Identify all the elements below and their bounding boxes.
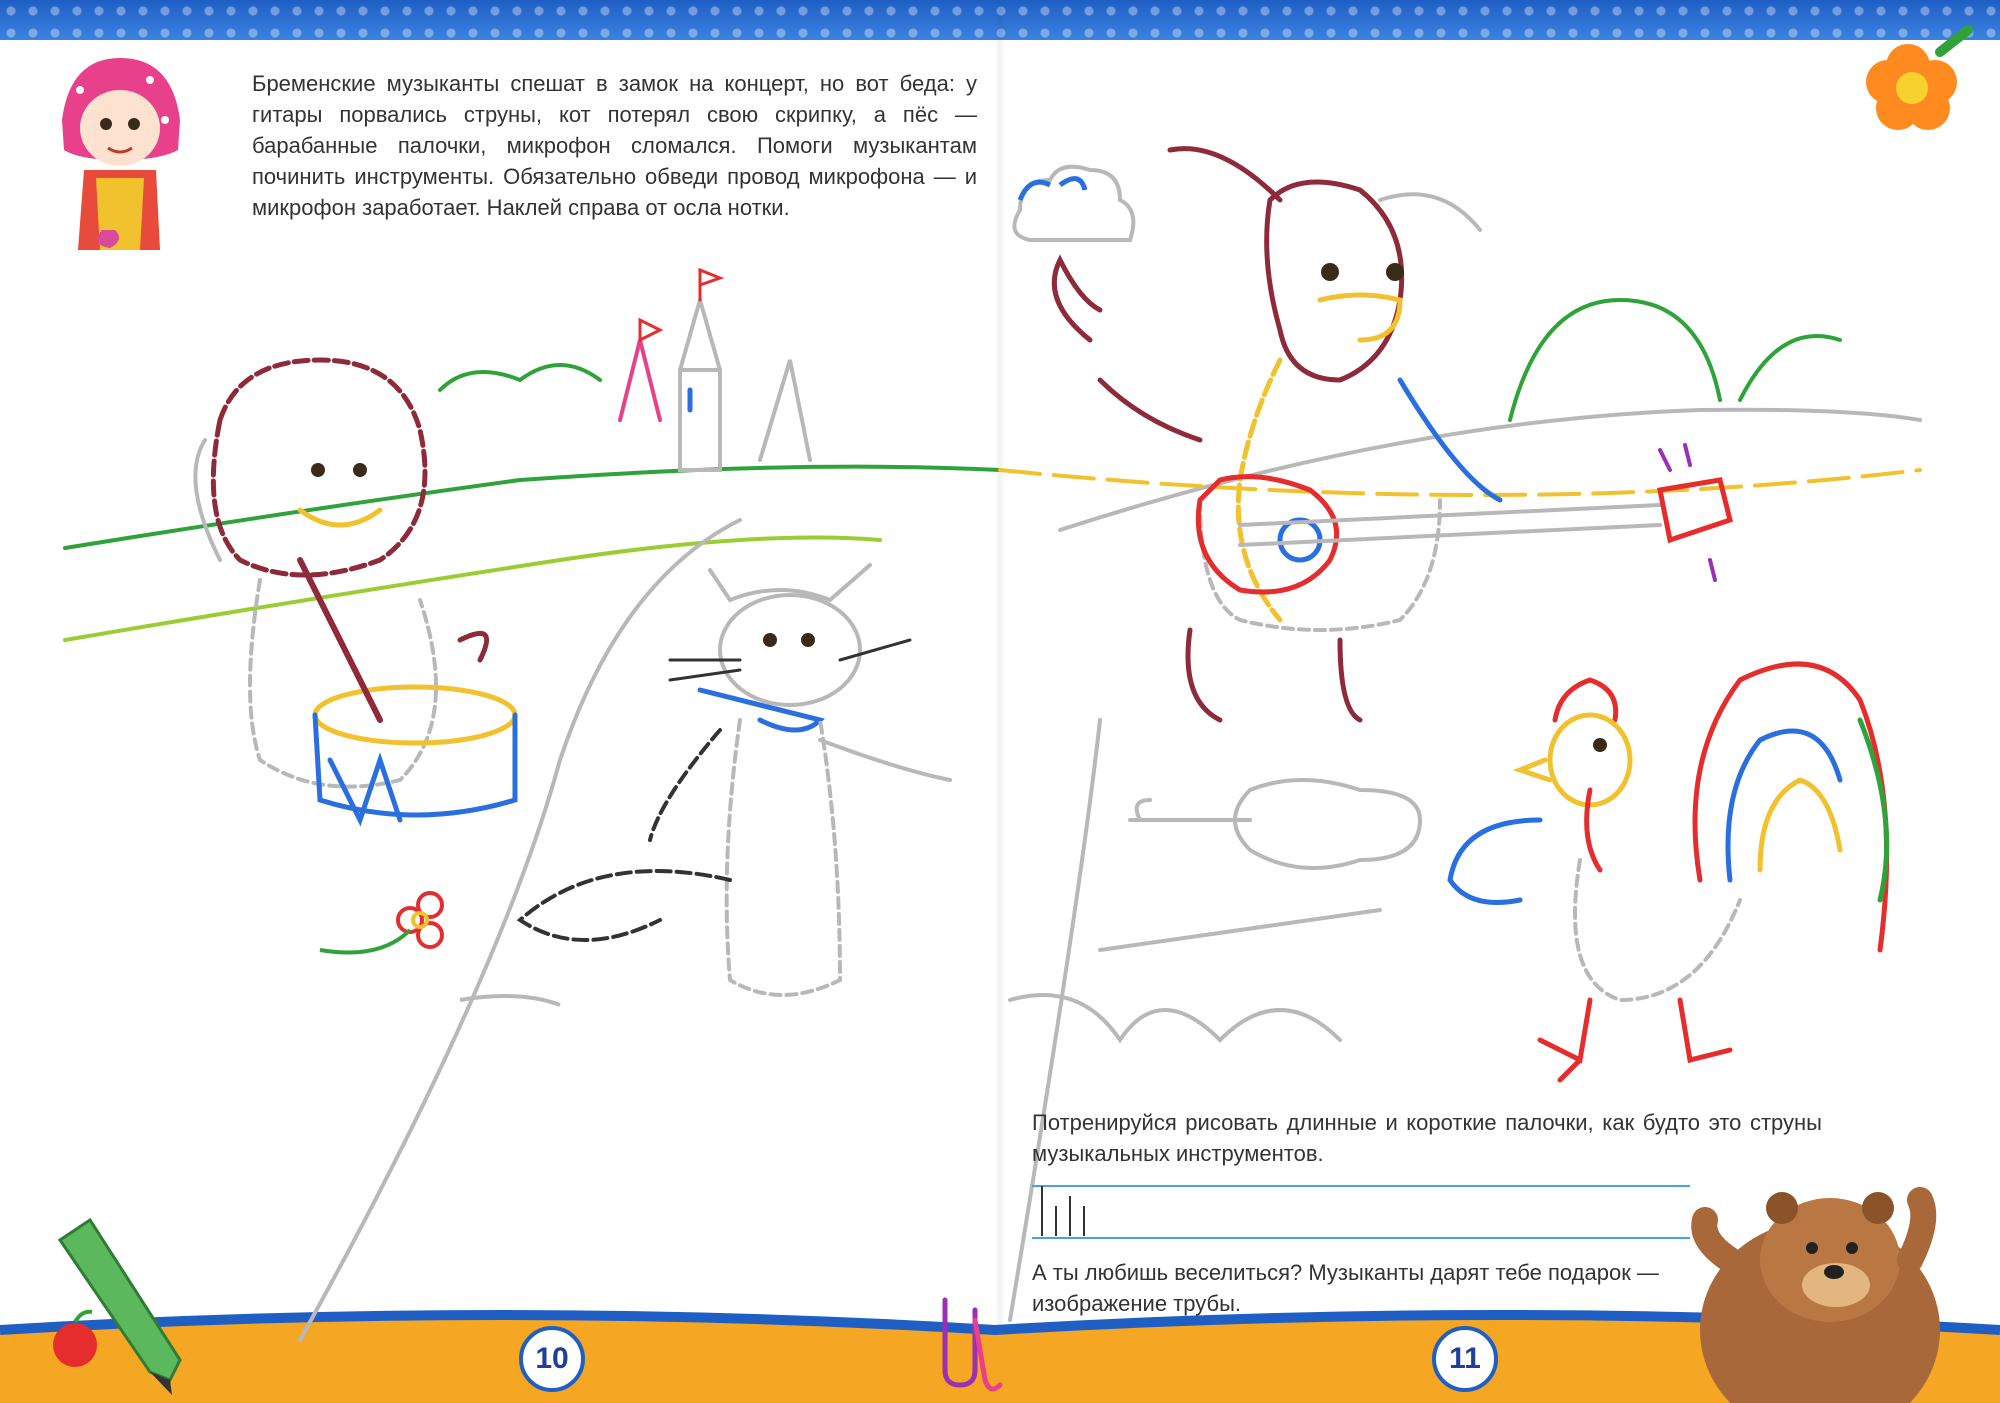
landscape [65,300,1920,1340]
gift-paragraph: А ты любишь веселиться? Музыканты дарят тебе подарок — изображение трубы. [1032,1260,1659,1316]
masha-icon [62,58,180,250]
flower-sticker-icon [1866,30,1968,130]
violin [1100,780,1420,950]
small-flower [320,893,560,1005]
rooster [1450,664,1887,1080]
bear-icon [1700,1192,1940,1403]
practice-paragraph: Потренируйся рисовать длинные и короткие палочки, как будто это струны музыкальных инструментов. [1032,1110,1822,1166]
castle [620,270,810,470]
cloud [1014,167,1133,240]
practice-lines [1032,1186,1690,1238]
cat [520,565,950,995]
bottom-decorative-band [0,1315,2000,1403]
intro-paragraph: Бременские музыканты спешат в замок на концерт, но вот беда: у гитары порвались струны, кот потерял свою скрипку, а пёс — барабанные палочки, микрофон сломался. Помоги музыкантам починить инструменты. Обязательно обведи провод микрофона — и микрофон заработает. Наклей справа от осла нотки. [252,71,977,220]
page-number-left: 10 [519,1326,585,1392]
page-number-right: 11 [1432,1326,1498,1392]
donkey [1054,149,1500,720]
dog [195,360,515,820]
